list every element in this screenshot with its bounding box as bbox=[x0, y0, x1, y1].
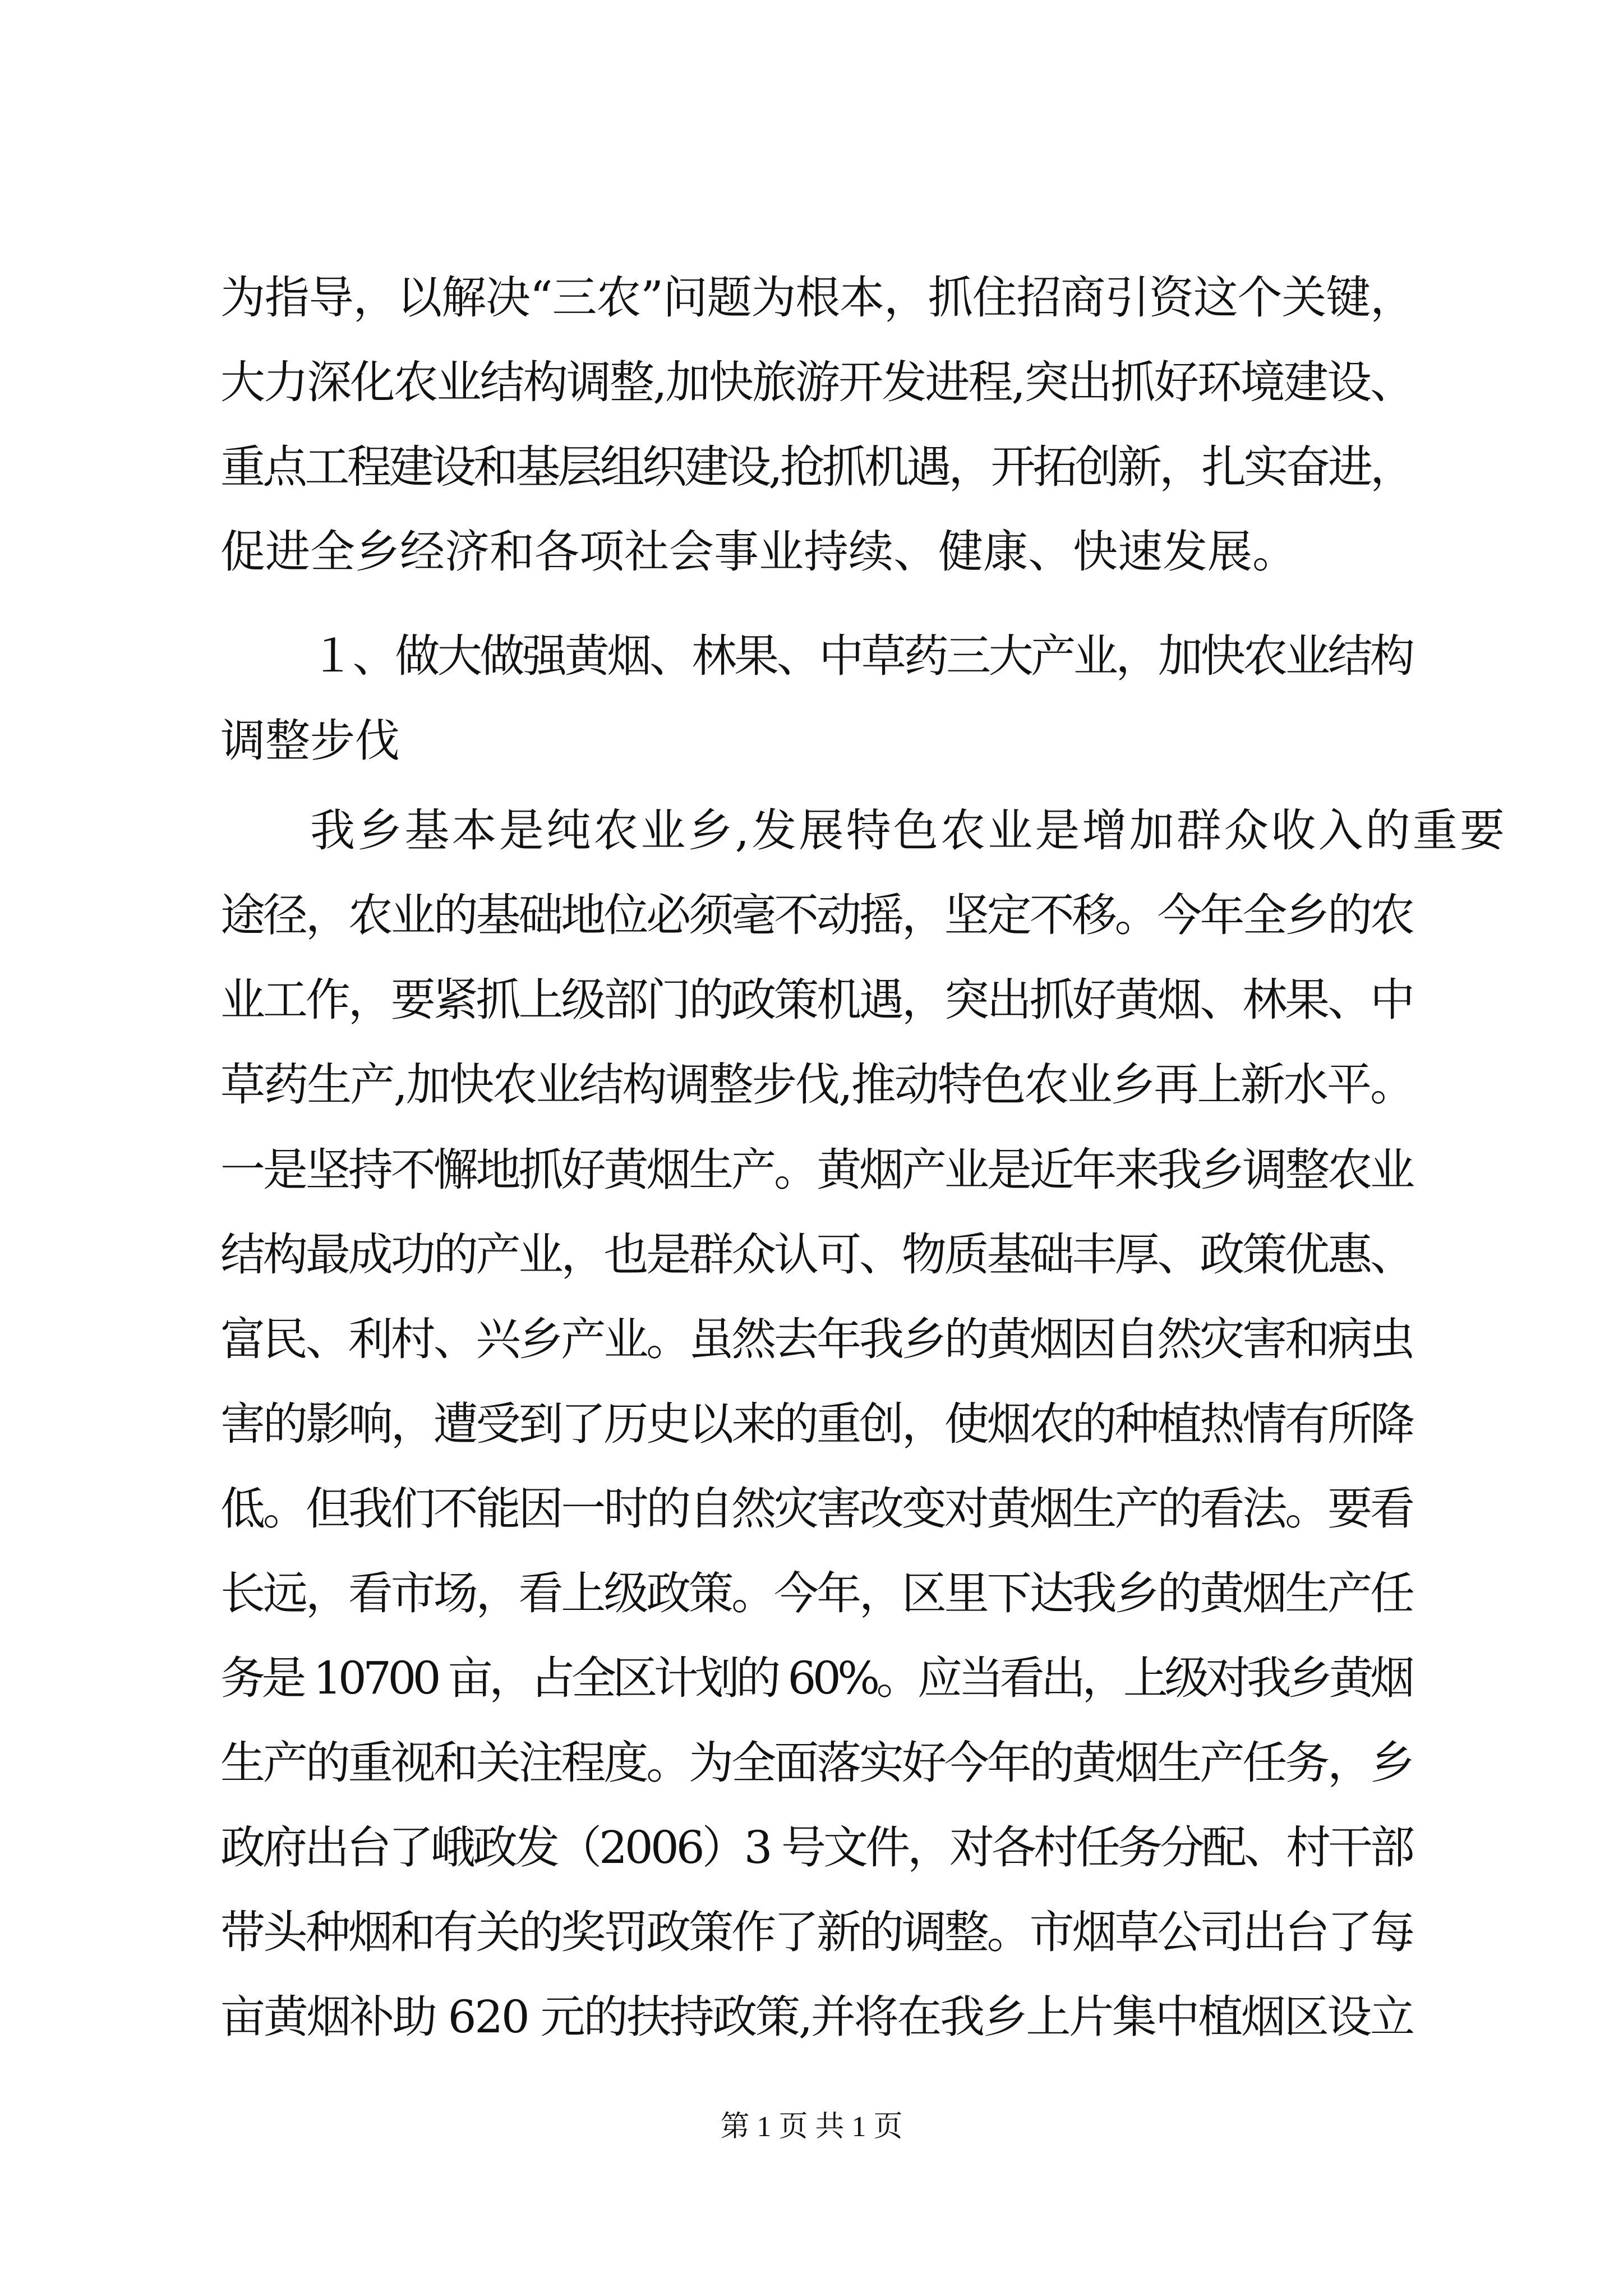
body-line-20: 带头种烟和有关的奖罚政策作了新的调整。市烟草公司出台了每 bbox=[220, 1906, 1413, 1958]
body-line-9: 业工作，要紧抓上级部门的政策机遇，突出抓好黄烟、林果、中 bbox=[220, 974, 1413, 1026]
body-line-10: 草药生产,加快农业结构调整步伐,推动特色农业乡再上新水平。 bbox=[220, 1059, 1414, 1111]
body-line-2: 大力深化农业结构调整,加快旅游开发进程,突出抓好环境建设、 bbox=[220, 356, 1414, 408]
body-line-7: 我乡基本是纯农业乡,发展特色农业是增加群众收入的重要 bbox=[310, 804, 1507, 857]
body-line-15: 低。但我们不能因一时的自然灾害改变对黄烟生产的看法。要看 bbox=[220, 1483, 1413, 1535]
body-line-16: 长远，看市场，看上级政策。今年，区里下达我乡的黄烟生产任 bbox=[220, 1567, 1413, 1619]
body-line-13: 富民、利村、兴乡产业。虽然去年我乡的黄烟因自然灾害和病虫 bbox=[220, 1313, 1413, 1365]
body-line-1: 为指导，以解决“三农”问题为根本，抓住招商引资这个关键， bbox=[220, 272, 1414, 324]
body-line-21: 亩黄烟补助 620 元的扶持政策,并将在我乡上片集中植烟区设立 bbox=[220, 1991, 1413, 2043]
page-number-label: 第 1 页 共 1 页 bbox=[720, 2111, 903, 2143]
body-line-3: 重点工程建设和基层组织建设,抢抓机遇，开拓创新，扎实奋进， bbox=[220, 441, 1413, 493]
body-line-17: 务是 10700 亩，占全区计划的 60%。应当看出，上级对我乡黄烟 bbox=[220, 1652, 1412, 1704]
body-line-12: 结构最成功的产业，也是群众认可、物质基础丰厚、政策优惠、 bbox=[220, 1228, 1413, 1281]
page-footer bbox=[0, 2110, 1623, 2144]
body-line-19: 政府出台了峨政发（2006）3 号文件，对各村任务分配、村干部 bbox=[220, 1821, 1413, 1874]
body-line-18: 生产的重视和关注程度。为全面落实好今年的黄烟生产任务，乡 bbox=[220, 1737, 1413, 1789]
body-line-8: 途径，农业的基础地位必须毫不动摇，坚定不移。今年全乡的农 bbox=[220, 889, 1413, 941]
body-line-14: 害的影响，遭受到了历史以来的重创，使烟农的种植热情有所降 bbox=[220, 1398, 1413, 1450]
section-heading-line-1: １、做大做强黄烟、林果、中草药三大产业，加快农业结构 bbox=[310, 630, 1413, 682]
body-line-11: 一是坚持不懈地抓好黄烟生产。黄烟产业是近年来我乡调整农业 bbox=[220, 1144, 1413, 1196]
body-line-4: 促进全乡经济和各项社会事业持续、健康、快速发展。 bbox=[220, 526, 1297, 578]
section-heading-line-2: 调整步伐 bbox=[220, 715, 400, 767]
